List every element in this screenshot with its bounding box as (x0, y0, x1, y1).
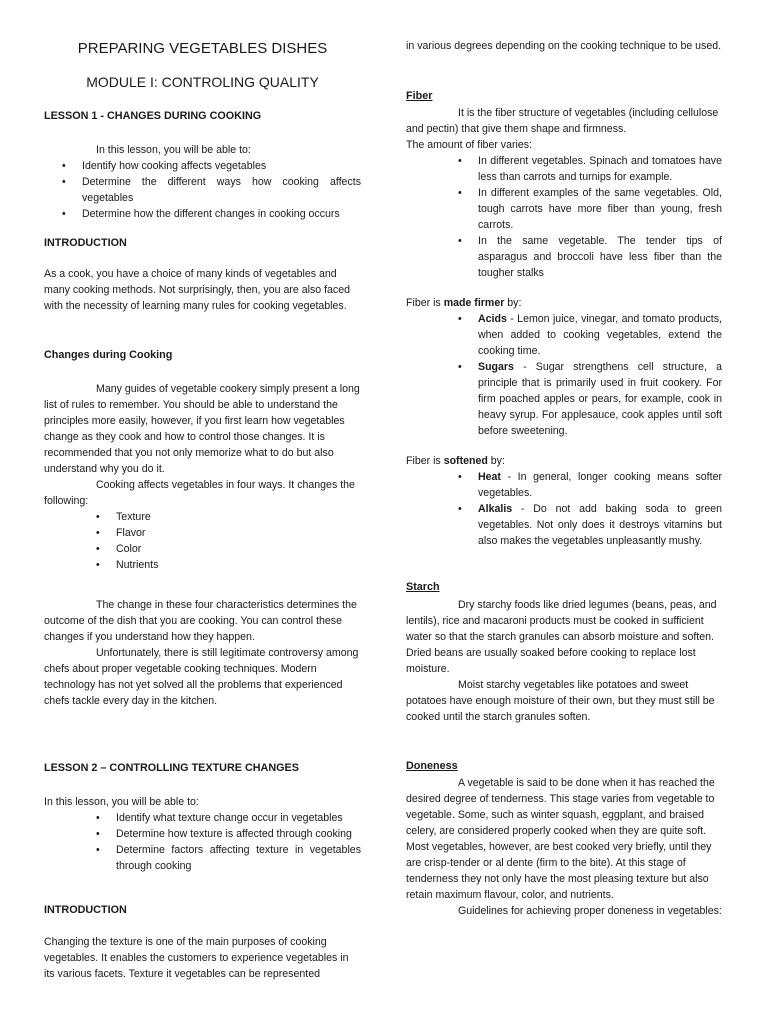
module-title: MODULE I: CONTROLING QUALITY (86, 74, 319, 90)
list-item: • Acids - Lemon juice, vinegar, and tomato products, when added to cooking vegetables, extend the cooking time. (478, 311, 722, 359)
bullet-icon (458, 233, 462, 249)
bullet-icon (458, 469, 462, 485)
list-item: • Sugars - Sugar strengthens cell structure, a principle that is primarily used in fruit cookery. For firm poached apples or pears, for example, cook in heavy syrup. For applesauce, cook apples until soft before sweetening. (478, 359, 722, 439)
list-item: • Alkalis - Do not add baking soda to green vegetables. Not only does it destroys vitamins but also makes the vegetables unpleasantly mushy. (478, 501, 722, 549)
list-item: • Determine factors affecting texture in vegetables through cooking (116, 842, 361, 874)
list-item: • Determine how the different changes in cooking occurs (82, 206, 361, 222)
bullet-icon (96, 541, 100, 557)
lesson1-objectives-list (44, 158, 361, 222)
bullet-icon (458, 501, 462, 517)
bullet-icon (96, 826, 100, 842)
starch-paragraph: Moist starchy vegetables like potatoes and sweet potatoes have enough moisture of their own, but they must still be cooked until the starch granules soften. (406, 679, 715, 723)
doneness-paragraph: A vegetable is said to be done when it has reached the desired degree of tenderness. This stage varies from vegetable to vegetable. Some, such as winter squash, eggplant, and braised celery, are considered properly cooked when they are quite soft. Most vegetables, however, are best cooked very briefly, until they are crisp-tender or al dente (firm to the bite). At this stage of tenderness they not only have the most pleasing texture but also retain maximum flavour, color, and nutrients. (406, 777, 715, 901)
list-item: • In different vegetables. Spinach and tomatoes have less than carrots and turnips for example. (478, 153, 722, 185)
changes-paragraph: Many guides of vegetable cookery simply present a long list of rules to remember. You should be able to understand the principles more easily, however, if you first learn how vegetables change as they cook and how to control those changes. It is recommended that you not only memorize what to do but also understand why you do it. (44, 383, 360, 475)
changes-heading: Changes during Cooking (44, 349, 173, 361)
list-item: • Color (116, 541, 361, 557)
list-item: • In different examples of the same vegetables. Old, tough carrots have more fiber than young, fresh carrots. (478, 185, 722, 233)
doneness-block (406, 775, 722, 919)
outcome-paragraph: The change in these four characteristics determines the outcome of the dish that you are cooking. You can control these changes if you understand how they happen. (44, 599, 357, 643)
changes-list (44, 509, 361, 573)
list-item: • Heat - In general, longer cooking means softer vegetables. (478, 469, 722, 501)
list-item: • In the same vegetable. The tender tips of asparagus and broccoli have less fiber than the tougher stalks (478, 233, 722, 281)
bullet-icon (62, 174, 66, 190)
bullet-icon (96, 509, 100, 525)
list-item: • Determine how texture is affected through cooking (116, 826, 361, 842)
starch-paragraph: Dry starchy foods like dried legumes (beans, peas, and lentils), rice and macaroni products must be cooked in sufficient water so that the starch granules can absorb moisture and soften. Dried beans are usually soaked before cooking to replace lost moisture. (406, 599, 717, 675)
controversy-paragraph: Unfortunately, there is still legitimate controversy among chefs about proper vegetable cooking techniques. Modern technology has not yet solved all the problems that experienced chefs tackle every day in the kitchen. (44, 647, 359, 707)
fiber-firmer-intro: Fiber is made firmer by: (406, 297, 522, 309)
continued-text: in various degrees depending on the cooking technique to be used. (406, 40, 722, 52)
fiber-block (406, 105, 722, 281)
fiber-softened-list (406, 469, 722, 549)
list-item: • Texture (116, 509, 361, 525)
bullet-icon (458, 153, 462, 169)
lesson1-intro-text: As a cook, you have a choice of many kinds of vegetables and many cooking methods. Not surprisingly, then, you are also faced with the necessity of learning many rules for cooking vegetables. (44, 268, 351, 312)
fiber-varies: The amount of fiber varies: (406, 139, 533, 151)
fiber-softened-block (406, 453, 722, 549)
fiber-text: It is the fiber structure of vegetables (including cellulose and pectin) that give them shape and firmness. (406, 107, 719, 135)
fiber-varies-list (406, 153, 722, 281)
list-item: • Identify how cooking affects vegetables (82, 158, 361, 174)
bullet-icon (62, 206, 66, 222)
doneness-guidelines: Guidelines for achieving proper doneness in vegetables: (458, 905, 722, 917)
changes-block (44, 381, 361, 573)
document-title: PREPARING VEGETABLES DISHES (77, 40, 328, 57)
fiber-softened-intro: Fiber is softened by: (406, 455, 505, 467)
bullet-icon (458, 311, 462, 327)
changes-paragraph: Cooking affects vegetables in four ways. It changes the following: (44, 479, 355, 507)
fiber-firmer-block (406, 295, 722, 439)
lesson2-objectives-list (44, 810, 361, 874)
list-item: • Identify what texture change occur in vegetables (116, 810, 361, 826)
bullet-icon (458, 359, 462, 375)
fiber-heading: Fiber (406, 90, 433, 102)
outcome-block (44, 597, 361, 709)
lesson2-heading: LESSON 2 – CONTROLLING TEXTURE CHANGES (44, 762, 299, 774)
bullet-icon (96, 810, 100, 826)
lesson1-intro-heading: INTRODUCTION (44, 237, 127, 249)
bullet-icon (62, 158, 66, 174)
lesson2-intro: In this lesson, you will be able to: (44, 796, 199, 808)
starch-block (406, 597, 722, 725)
starch-heading: Starch (406, 581, 440, 593)
lesson2-objectives-block (44, 794, 361, 874)
bullet-icon (458, 185, 462, 201)
lesson2-intro-text: Changing the texture is one of the main purposes of cooking vegetables. It enables the customers to experience vegetables in its various facets. Texture it vegetables can be represented (44, 936, 349, 980)
bullet-icon (96, 525, 100, 541)
lesson1-intro: In this lesson, you will be able to: (96, 144, 251, 156)
bullet-icon (96, 557, 100, 573)
lesson1-objectives-block (44, 142, 361, 222)
fiber-firmer-list (406, 311, 722, 439)
lesson2-intro-heading: INTRODUCTION (44, 904, 127, 916)
list-item: • Determine the different ways how cooking affects vegetables (82, 174, 361, 206)
doneness-heading: Doneness (406, 760, 458, 772)
lesson1-heading: LESSON 1 - CHANGES DURING COOKING (44, 110, 262, 122)
bullet-icon (96, 842, 100, 858)
list-item: • Nutrients (116, 557, 361, 573)
list-item: • Flavor (116, 525, 361, 541)
